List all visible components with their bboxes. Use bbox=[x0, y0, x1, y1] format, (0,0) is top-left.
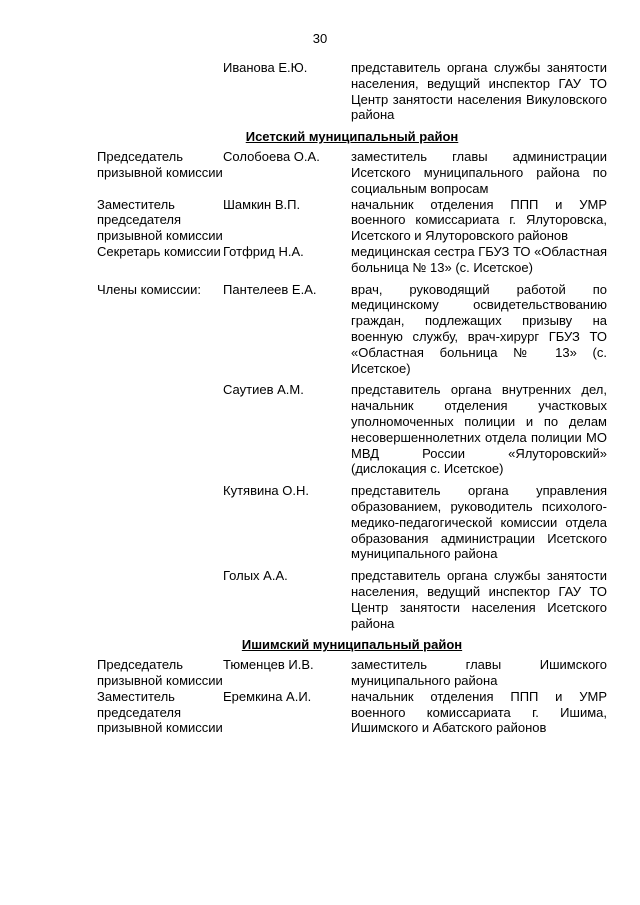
member-position: представитель органа внутренних дел, начальник отделения участковых уполномоченных полиции и по делам несовершеннолетних отдела полиции МО МВД России «Ялуторовский» (дислокация с. Исетское) bbox=[351, 382, 607, 477]
section-heading-isetsky: Исетский муниципальный район bbox=[245, 129, 459, 145]
table-row bbox=[97, 568, 607, 631]
member-name: Еремкина А.И. bbox=[223, 688, 312, 704]
member-role: Заместитель председателя призывной комиссии bbox=[97, 196, 223, 244]
commission-list bbox=[97, 60, 607, 736]
member-name: Солобоева О.А. bbox=[223, 149, 320, 165]
member-name: Кутявина О.Н. bbox=[223, 483, 309, 499]
member-role: Председатель призывной комиссии bbox=[97, 657, 223, 689]
member-position: заместитель главы Ишимского муниципального района bbox=[351, 657, 607, 689]
member-name: Саутиев А.М. bbox=[223, 382, 304, 398]
member-name: Шамкин В.П. bbox=[223, 196, 301, 212]
member-position: представитель органа службы занятости населения, ведущий инспектор ГАУ ТО Центр занятости населения Исетского района bbox=[351, 568, 607, 631]
table-row bbox=[97, 483, 607, 562]
table-row bbox=[97, 282, 607, 377]
member-name: Тюменцев И.В. bbox=[223, 657, 314, 673]
member-role: Секретарь комиссии bbox=[97, 243, 221, 259]
table-row bbox=[97, 689, 607, 736]
member-position: заместитель главы администрации Исетского муниципального района по социальным вопросам bbox=[351, 149, 607, 196]
table-row bbox=[97, 382, 607, 477]
member-name: Пантелеев Е.А. bbox=[223, 281, 317, 297]
member-position: представитель органа управления образованием, руководитель психолого-медико-педагогической комиссии отдела образования администрации Исетского муниципального района bbox=[351, 483, 607, 562]
member-name: Иванова Е.Ю. bbox=[223, 60, 308, 75]
table-row bbox=[97, 149, 607, 196]
member-name: Готфрид Н.А. bbox=[223, 243, 304, 259]
table-row bbox=[97, 657, 607, 689]
member-position: начальник отделения ППП и УМР военного комиссариата г. Ялуторовска, Исетского и Ялуторовского районов bbox=[351, 196, 607, 244]
member-position: начальник отделения ППП и УМР военного комиссариата г. Ишима, Ишимского и Абатского районов bbox=[351, 688, 607, 736]
member-role: Члены комиссии: bbox=[97, 281, 202, 297]
table-row bbox=[97, 244, 607, 276]
member-position: врач, руководящий работой по медицинскому освидетельствованию граждан, подлежащих призыву на военную службу, врач-хирург ГБУЗ ТО «Областная больница № 13» (с. Исетское) bbox=[351, 281, 607, 376]
member-role: Председатель призывной комиссии bbox=[97, 149, 223, 180]
section-heading-ishimsky: Ишимский муниципальный район bbox=[241, 637, 463, 653]
member-position: представитель органа службы занятости населения, ведущий инспектор ГАУ ТО Центр занятости населения Викуловского района bbox=[351, 60, 607, 123]
member-role: Заместитель председателя призывной комиссии bbox=[97, 688, 223, 736]
member-name: Голых А.А. bbox=[223, 568, 288, 584]
member-position: медицинская сестра ГБУЗ ТО «Областная больница № 13» (с. Исетское) bbox=[351, 243, 607, 275]
table-row bbox=[97, 197, 607, 244]
page-number: 30 bbox=[312, 31, 328, 46]
table-row bbox=[97, 60, 607, 123]
